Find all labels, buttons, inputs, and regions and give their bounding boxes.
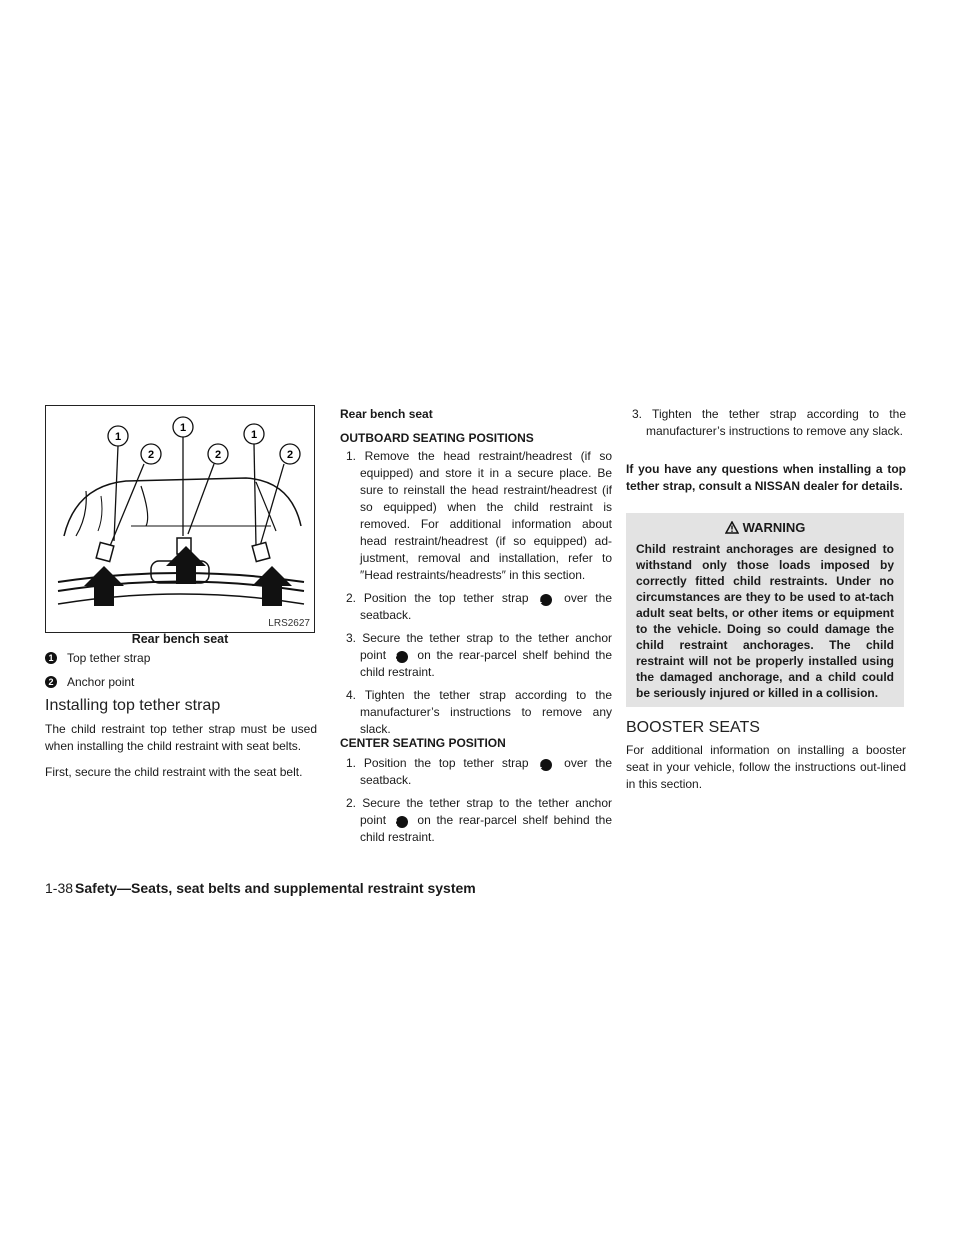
legend-text: Anchor point <box>67 675 135 689</box>
callout-1: 1 <box>250 429 258 441</box>
legend-text: Top tether strap <box>67 651 151 665</box>
callout-2: 2 <box>147 449 155 461</box>
chapter-title: Safety—Seats, seat belts and supplemental restraint system <box>75 880 476 896</box>
outboard-steps <box>340 448 612 744</box>
step: 3. Secure the tether strap to the tether anchor point 2 on the rear-parcel shelf behind the child restraint. <box>346 631 612 679</box>
subheading: OUTBOARD SEATING POSITIONS <box>340 431 534 445</box>
legend-item <box>45 651 150 665</box>
callout-number-icon: 2 <box>396 651 408 663</box>
callout-number-icon: 1 <box>45 652 57 664</box>
step: 4. Tighten the tether strap according to the manufacturer’s instructions to remove any slack. <box>346 688 612 736</box>
legend-item <box>45 675 134 689</box>
step: 1. Position the top tether strap 1 over the seatback. <box>346 756 612 787</box>
section-heading: Installing top tether strap <box>45 697 221 714</box>
callout-number-icon: 1 <box>540 759 552 771</box>
step: 1. Remove the head restraint/headrest (if so equipped) and store it in a secure place. Be sure to reinstall the head restraint/headrest (if so equipped) when the child restraint is removed. For additional information about head restraint/headrest (if so equipped) ad-justment, removal and installation, refer to ″Head restraints/headrests″ in this section. <box>346 449 612 582</box>
page-number: 1-38 <box>45 880 74 896</box>
callout-number-icon: 2 <box>45 676 57 688</box>
step: 2. Secure the tether strap to the tether anchor point 2 on the rear-parcel shelf behind the child restraint. <box>346 796 612 844</box>
seat-drawing <box>46 406 314 632</box>
callout-1: 1 <box>114 431 122 443</box>
callout-2: 2 <box>214 449 222 461</box>
figure-caption: Rear bench seat <box>131 632 229 646</box>
warning-title: WARNING <box>626 520 904 535</box>
warning-box <box>626 513 904 707</box>
paragraph: For additional information on installing a booster seat in your vehicle, follow the instructions out-lined in this section. <box>626 743 906 791</box>
step-list <box>626 406 906 446</box>
callout-1: 1 <box>179 422 187 434</box>
rear-bench-seat-illustration <box>45 405 315 633</box>
callout-number-icon: 1 <box>540 594 552 606</box>
callout-number-icon: 2 <box>396 816 408 828</box>
paragraph: First, secure the child restraint with the seat belt. <box>45 765 303 779</box>
warning-triangle-icon <box>725 521 739 534</box>
subheading: Rear bench seat <box>340 407 433 421</box>
step: 3. Tighten the tether strap according to the manufacturer’s instructions to remove any slack. <box>632 407 906 438</box>
warning-body: Child restraint anchorages are designed to withstand only those loads imposed by correctly fitted child restraints. Under no circumstances are they to be used to at-tach adult seat belts, or other items or equipment to the vehicle. Doing so could damage the child restraint anchorages. The child restraint will not be properly installed using the damaged anchorage, and a child could be seriously injured or killed in a collision. <box>636 542 894 700</box>
questions-note: If you have any questions when installing a top tether strap, consult a NISSAN dealer for details. <box>626 462 906 493</box>
callout-2: 2 <box>286 449 294 461</box>
subheading: CENTER SEATING POSITION <box>340 736 506 750</box>
paragraph: The child restraint top tether strap must be used when installing the child restraint with seat belts. <box>45 722 317 753</box>
figure-code: LRS2627 <box>268 618 310 629</box>
step: 2. Position the top tether strap 1 over the seatback. <box>346 591 612 622</box>
page-footer <box>45 880 476 896</box>
center-steps <box>340 755 612 852</box>
section-heading: BOOSTER SEATS <box>626 719 760 736</box>
